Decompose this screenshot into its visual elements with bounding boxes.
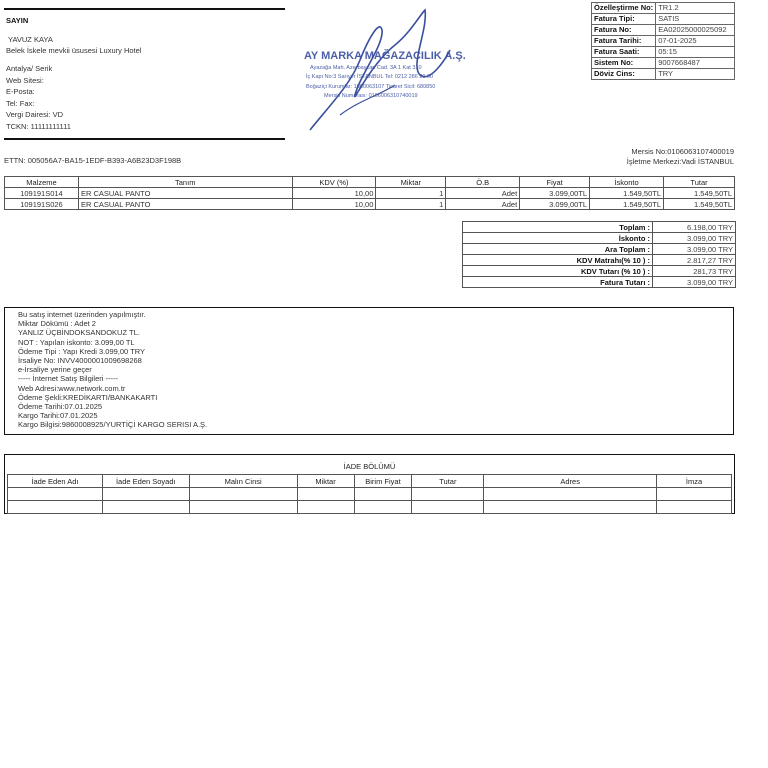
meta-label: Sistem No:	[592, 58, 656, 69]
recipient-line: Web Sitesi:	[6, 75, 44, 85]
meta-value: EA02025000025092	[656, 25, 735, 36]
totals-value: 3.099,00 TRY	[653, 277, 736, 288]
note-line: Miktar Dökümü : Adet 2	[18, 319, 96, 329]
items-cell: 1	[376, 199, 446, 210]
items-header: KDV (%)	[292, 177, 376, 188]
items-cell: 1.549,50TL	[590, 199, 664, 210]
returns-header: İmza	[657, 475, 732, 488]
items-cell: 109191S026	[5, 199, 79, 210]
items-header: Fiyat	[520, 177, 590, 188]
note-line: e-İrsaliye yerine geçer	[18, 365, 92, 375]
items-header: Tanım	[78, 177, 292, 188]
meta-value: SATIS	[656, 14, 735, 25]
meta-value: TR1.2	[656, 3, 735, 14]
bottom-rule	[4, 138, 285, 140]
items-cell: 3.099,00TL	[520, 199, 590, 210]
business-center: İşletme Merkezi:Vadi İSTANBUL	[626, 157, 734, 166]
totals-row	[463, 277, 736, 288]
recipient-line: E-Posta:	[6, 87, 35, 96]
items-cell: 10,00	[292, 199, 376, 210]
items-cell: 1.549,50TL	[590, 188, 664, 199]
invoice-meta-table	[591, 2, 735, 80]
items-header: Ö.B	[446, 177, 520, 188]
totals-value: 6.198,00 TRY	[653, 222, 736, 233]
meta-label: Fatura Tarihi:	[592, 36, 656, 47]
returns-empty-row	[8, 501, 732, 514]
items-header: İskonto	[590, 177, 664, 188]
note-line: YANLIZ ÜÇBİNDOKSANDOKUZ TL.	[18, 328, 140, 338]
note-line: Kargo Tarihi:07.01.2025	[18, 411, 98, 421]
notes-box	[4, 307, 734, 435]
returns-header: İade Eden Adı	[8, 475, 103, 488]
items-header: Malzeme	[5, 177, 79, 188]
stamp-line-2: İç Kapı No:3 Sarıyer İSTANBUL Tel: 0212 286 20 00	[306, 74, 434, 80]
meta-row	[592, 14, 735, 25]
note-line: Bu satış internet üzerinden yapılmıştır.	[18, 310, 146, 319]
meta-value: 9007668487	[656, 58, 735, 69]
totals-label: Ara Toplam :	[463, 244, 653, 255]
recipient-block	[6, 16, 141, 132]
returns-title: İADE BÖLÜMÜ	[343, 462, 396, 471]
returns-header: Birim Fiyat	[354, 475, 412, 488]
stamp-line-3: Boğaziçi Kurumlar: 1060063107 Ticaret Sicil: 680850	[306, 84, 436, 90]
returns-header: İade Eden Soyadı	[102, 475, 189, 488]
items-cell: 10,00	[292, 188, 376, 199]
totals-value: 3.099,00 TRY	[653, 244, 736, 255]
totals-row	[463, 233, 736, 244]
meta-row	[592, 36, 735, 47]
meta-label: Fatura No:	[592, 25, 656, 36]
totals-label: Fatura Tutarı :	[463, 277, 653, 288]
returns-header: Tutar	[412, 475, 484, 488]
totals-label: Toplam :	[463, 222, 653, 233]
returns-header: Miktar	[297, 475, 354, 488]
recipient-line: Tel: Fax:	[6, 98, 35, 108]
returns-section	[4, 454, 735, 514]
meta-row	[592, 47, 735, 58]
meta-label: Özelleştirme No:	[592, 3, 656, 14]
meta-value: 07-01-2025	[656, 36, 735, 47]
meta-value: 05:15	[656, 47, 735, 58]
meta-row	[592, 58, 735, 69]
items-cell: ER CASUAL PANTO	[78, 199, 292, 210]
returns-header: Adres	[484, 475, 657, 488]
recipient-address: Belek İskele mevkii üsusesi Luxury Hotel	[6, 46, 142, 55]
totals-row	[463, 266, 736, 277]
totals-value: 3.099,00 TRY	[653, 233, 736, 244]
ettn: ETTN: 005056A7-BA15-1EDF-B393-A6B23D3F198B	[4, 156, 182, 165]
totals-value: 281,73 TRY	[653, 266, 736, 277]
items-cell: Adet	[446, 188, 520, 199]
items-cell: 3.099,00TL	[520, 188, 590, 199]
items-header: Miktar	[376, 177, 446, 188]
meta-label: Fatura Tipi:	[592, 14, 656, 25]
note-line: Ödeme Tipi : Yapı Kredi 3.099,00 TRY	[18, 346, 146, 356]
totals-value: 2.817,27 TRY	[653, 255, 736, 266]
table-row	[5, 199, 735, 210]
returns-table	[7, 474, 732, 514]
totals-row	[463, 255, 736, 266]
meta-label: Fatura Saati:	[592, 47, 656, 58]
meta-label: Döviz Cins:	[592, 69, 656, 80]
items-cell: 1	[376, 188, 446, 199]
meta-row	[592, 69, 735, 80]
items-cell: ER CASUAL PANTO	[78, 188, 292, 199]
totals-row	[463, 244, 736, 255]
table-row	[5, 188, 735, 199]
totals-table	[462, 221, 736, 288]
totals-label: KDV Matrahı(% 10 ) :	[463, 255, 653, 266]
totals-label: İskonto :	[463, 233, 653, 244]
totals-row	[463, 222, 736, 233]
returns-header: Malın Cinsi	[189, 475, 297, 488]
totals-label: KDV Tutarı (% 10 ) :	[463, 266, 653, 277]
note-line: Web Adresi:www.network.com.tr	[18, 383, 126, 393]
stamp-line-1: Ayazağa Mah. Azerbaycan Cad. 3A 1 Kat 310	[310, 65, 422, 71]
stamp-title: AY MARKA MAĞAZACILIK A.Ş.	[304, 50, 466, 62]
meta-row	[592, 3, 735, 14]
note-line: Kargo Bilgisi:9860008925/YURTİÇİ KARGO SERISI A.Ş.	[18, 420, 208, 430]
items-cell: Adet	[446, 199, 520, 210]
recipient-line: Antalya/ Serik	[6, 64, 53, 73]
stamp-line-4: Mersis Numarası: 0106006310740019	[324, 93, 418, 99]
mersis-no: Mersis No:0106063107400019	[631, 147, 734, 156]
top-rule	[4, 8, 285, 10]
recipient-heading: SAYIN	[6, 16, 29, 25]
meta-row	[592, 25, 735, 36]
note-line: ----- İnternet Satış Bilgileri -----	[18, 374, 119, 384]
recipient-line: TCKN: 11111111111	[6, 121, 71, 131]
recipient-line: Vergi Dairesi: VD	[6, 110, 64, 119]
note-line: Ödeme Tarihi:07.01.2025	[18, 402, 103, 412]
items-header: Tutar	[664, 177, 735, 188]
items-table	[4, 176, 735, 210]
items-cell: 109191S014	[5, 188, 79, 199]
meta-value: TRY	[656, 69, 735, 80]
returns-empty-row	[8, 488, 732, 501]
note-line: Ödeme Şekli:KREDİKARTI/BANKAKARTI	[18, 392, 158, 402]
items-cell: 1.549,50TL	[664, 188, 735, 199]
recipient-name: YAVUZ KAYA	[8, 35, 53, 44]
items-cell: 1.549,50TL	[664, 199, 735, 210]
note-line: İrsaliye No: INVV4000001009698268	[18, 356, 142, 366]
note-line: NOT : Yapılan iskonto: 3.099,00 TL	[18, 337, 135, 347]
company-stamp	[300, 5, 470, 140]
